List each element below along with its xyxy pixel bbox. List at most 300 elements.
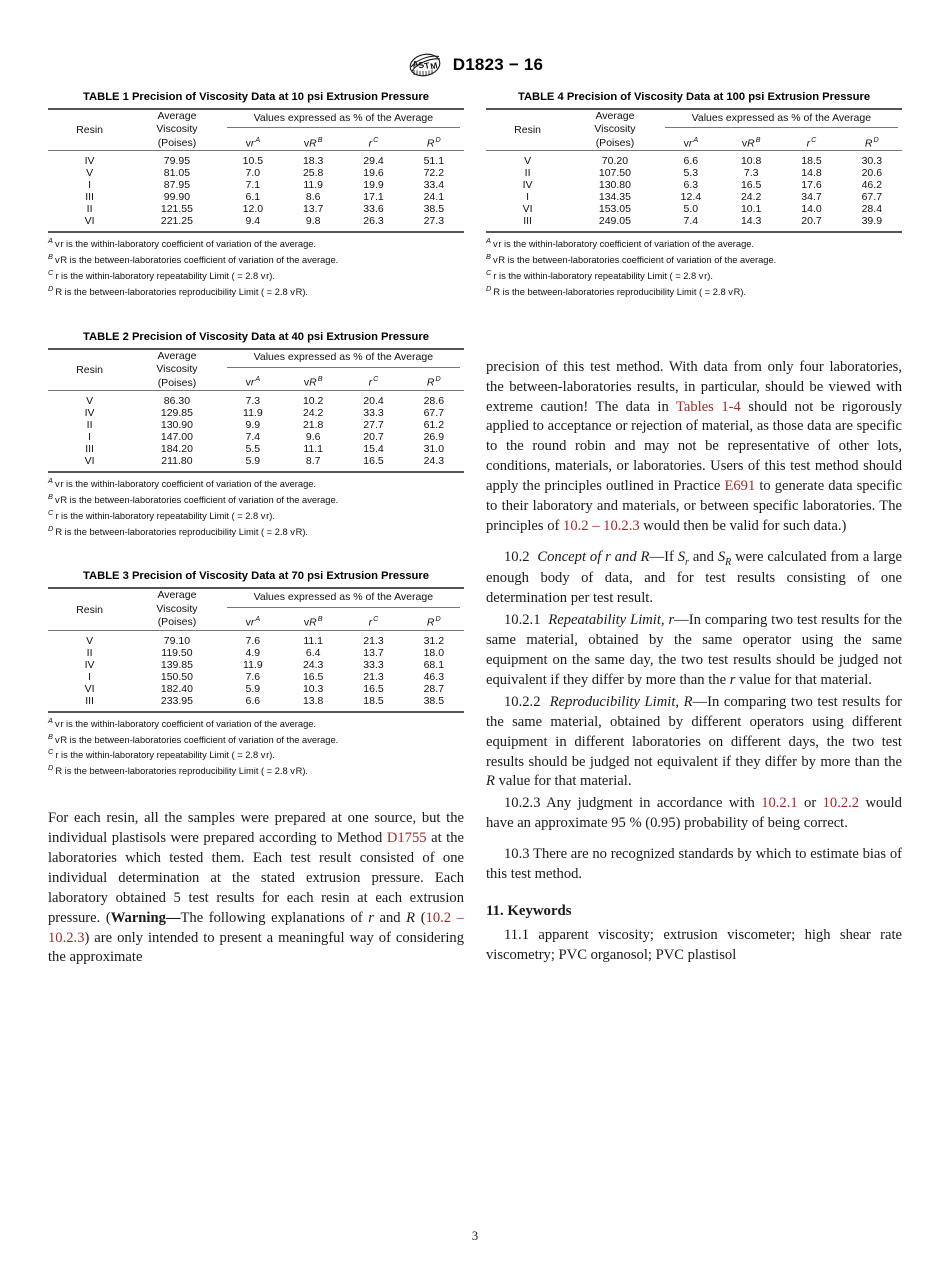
th-vR: $vR^B$ [303,613,323,629]
cell-r: 14.8 [801,167,822,180]
table-4 [486,108,902,233]
footnote-text: v r is the within-laboratory coefficient of variation of the average. [54,718,316,729]
cell-R: 33.4 [423,179,445,192]
table-row [48,431,464,443]
cell-vR: 11.1 [303,443,323,455]
cell-vR: 10.8 [740,155,762,168]
th-vr: $vr^A$ [245,134,261,149]
cell-vR: 21.8 [302,419,324,431]
cell-vR: 13.7 [302,203,324,216]
th-vR: $vR^B$ [741,134,761,149]
th-vR: $vR^B$ [303,374,323,389]
cell-viscosity: 130.90 [160,419,193,431]
table-row [48,151,464,168]
cell-viscosity: 99.90 [163,191,191,204]
cell-R: 20.6 [861,167,883,180]
cell-vR: 11.9 [303,179,323,192]
table-4-block [486,90,902,300]
footnote-text: r is the within-laboratory repeatability Limit ( = 2.8 v r). [55,750,275,761]
cell-r: 20.4 [363,395,384,407]
table-row [48,695,464,712]
footnote-text: v R is the between-laboratories coefficient of variation of the average. [54,734,339,745]
cell-viscosity: 70.20 [601,155,629,168]
keywords-heading: 11. Keywords [486,902,572,919]
cell-vr: 12.4 [680,191,702,204]
table-row [486,215,902,232]
cell-r: 21.3 [363,634,384,647]
cell-resin: IV [84,155,95,168]
cell-resin: I [88,670,92,683]
cell-resin: III [523,215,532,228]
cell-vR: 8.7 [305,455,321,467]
cell-vr: 5.9 [245,682,261,695]
svg-text:M: M [429,60,439,72]
th-vr: $vr^A$ [245,613,261,629]
th-resin: Resin [76,363,104,376]
footnote-marker: B [486,252,491,262]
cell-resin: I [88,179,92,192]
cell-viscosity: 119.50 [161,646,193,659]
cell-R: 46.3 [423,670,445,683]
th-values-span-label: Values expressed as % of the Average [227,112,460,129]
footnote-b [486,252,902,268]
footnote-marker: A [48,236,53,246]
cell-r: 20.7 [801,215,822,228]
cell-r: 33.3 [363,658,384,671]
table-row [48,659,464,671]
cell-vR: 10.2 [302,395,324,407]
table-1-caption: TABLE 1 Precision of Viscosity Data at 10 psi Extrusion Pressure [83,91,429,103]
table-4-footnotes [486,236,902,299]
cell-vR: 13.8 [302,694,324,707]
cell-R: 51.1 [423,155,445,168]
th-values-span [223,109,464,133]
cell-resin: III [85,694,94,707]
cell-resin: VI [522,203,533,216]
cell-vR: 24.2 [302,407,324,419]
cell-vR: 9.6 [305,431,321,443]
table-3-body [48,630,464,712]
table-row [48,630,464,647]
footnote-marker: C [48,507,54,517]
cell-R: 61.2 [423,419,445,431]
cell-viscosity: 86.30 [163,395,191,407]
cell-R: 18.0 [423,646,445,659]
footnote-text: R is the between-laboratories reproducibility Limit ( = 2.8 v R). [55,286,309,297]
cell-vr: 5.3 [683,167,699,180]
cell-viscosity: 147.00 [160,431,193,443]
cell-r: 17.1 [363,191,384,204]
cell-vr: 5.5 [245,443,261,455]
cell-vR: 6.4 [305,646,321,659]
table-row [48,191,464,203]
section-number-10-2: 10.2 [504,548,530,565]
cell-vR: 14.3 [740,215,762,228]
cell-resin: I [88,431,92,443]
section-number-10-3: 10.3 [504,846,530,863]
footnote-a [48,236,464,252]
cell-viscosity: 130.80 [598,179,631,192]
cell-vr: 10.5 [242,155,264,168]
th-vr: $vr^A$ [683,134,699,149]
cell-viscosity: 81.05 [163,167,191,180]
th-average-viscosity: Average Viscosity (Poises) [156,349,198,389]
table-2-footnotes [48,476,464,539]
cell-vR: 8.6 [305,191,321,204]
cell-vr: 11.9 [243,658,263,671]
cell-viscosity: 129.85 [160,407,193,419]
cell-vr: 5.9 [245,455,261,467]
footnote-text: v R is the between-laboratories coefficient of variation of the average. [492,255,777,266]
footnote-marker: A [486,236,491,246]
cell-resin: VI [84,682,95,695]
cell-r: 18.5 [801,155,822,168]
cell-resin: III [85,443,94,455]
footnote-marker: D [48,283,54,293]
footnote-c [48,268,464,284]
footnote-d [48,763,464,779]
cell-resin: IV [84,407,95,419]
th-r: $r^C$ [368,613,379,629]
cell-vr: 7.3 [245,395,261,407]
cell-R: 39.9 [861,215,883,228]
th-resin: Resin [76,124,104,137]
footnote-text: R is the between-laboratories reproducibility Limit ( = 2.8 v R). [493,286,747,297]
footnote-text: v r is the within-laboratory coefficient of variation of the average. [54,479,316,490]
table-2 [48,348,464,473]
table-row [48,391,464,408]
page-number: 3 [471,1229,479,1243]
cell-vr: 6.6 [683,155,699,168]
cell-r: 14.0 [801,203,822,216]
th-values-span: Values expressed as % of the Average [661,109,902,133]
cell-resin: IV [522,179,533,192]
table-1-footnotes [48,236,464,299]
cell-r: 26.3 [363,215,384,228]
cell-R: 38.5 [423,203,445,216]
footnote-text: r is the within-laboratory repeatability Limit ( = 2.8 v r). [55,271,275,282]
table-row [486,203,902,215]
document-designation: D1823 − 16 [452,55,544,74]
cell-vR: 10.3 [302,682,324,695]
cell-R: 30.3 [861,155,883,168]
cell-vR: 11.1 [303,634,323,647]
cell-vR: 7.3 [743,167,759,180]
cell-viscosity: 134.35 [598,191,631,204]
cell-R: 24.1 [423,191,445,204]
cell-resin: V [86,634,94,647]
footnote-d [48,284,464,300]
cell-vr: 9.4 [245,215,261,228]
cell-resin: II [86,646,93,659]
cell-vR: 24.2 [740,191,762,204]
cell-R: 38.5 [423,694,445,707]
cell-r: 16.5 [363,455,384,467]
cell-vr: 11.9 [243,407,263,419]
cell-R: 68.1 [423,658,445,671]
cell-resin: III [85,191,94,204]
cell-resin: VI [84,215,95,228]
cell-viscosity: 139.85 [160,658,193,671]
cell-r: 27.7 [363,419,384,431]
cell-viscosity: 87.95 [163,179,191,192]
section-number-10-2-3: 10.2.3 [504,795,541,812]
cell-viscosity: 121.55 [160,203,193,216]
th-avg-line3: (Poises) [157,136,197,149]
cell-resin: I [526,191,530,204]
right-column [486,90,902,968]
cell-viscosity: 79.95 [163,155,191,168]
th-values-span: Values expressed as % of the Average [223,349,464,373]
cell-R: 31.0 [423,443,445,455]
table-row [486,167,902,179]
th-resin: Resin [76,603,104,616]
cell-R: 28.7 [423,682,445,695]
cell-resin: II [86,419,93,431]
cell-vr: 7.6 [245,634,261,647]
footnote-marker: C [48,747,54,757]
th-average-viscosity: Average Viscosity (Poises) [156,589,198,629]
cell-vr: 7.0 [245,167,261,180]
cell-R: 28.4 [861,203,883,216]
cell-r: 33.3 [363,407,384,419]
cell-vR: 16.5 [740,179,762,192]
para-11-1: 11.1 apparent viscosity; extrusion viscometer; high shear rate viscometry; PVC organosol; PVC plastisol [486,926,902,963]
table-3 [48,587,464,712]
cell-r: 15.4 [363,443,384,455]
footnote-marker: D [486,283,492,293]
link-d1755[interactable]: D1755 [386,829,427,846]
table-1 [48,108,464,233]
footnote-marker: B [48,491,53,501]
cell-vR: 10.1 [740,203,762,216]
table-1-body [48,151,464,233]
footnote-marker: C [48,268,54,277]
cell-vr: 7.6 [245,670,261,683]
th-vR: $vR^B$ [303,134,323,149]
table-row [48,443,464,455]
cell-vR: 24.3 [302,658,324,671]
footnote-a [48,476,464,492]
footnote-marker: D [48,523,54,533]
cell-viscosity: 211.80 [161,455,193,467]
table-2-block [48,330,464,540]
footnote-marker: B [48,252,53,262]
para-10-3: 10.3 There are no recognized standards by which to estimate bias of this test method. [486,846,902,883]
footnote-text: v r is the within-laboratory coefficient of variation of the average. [54,239,316,250]
footnote-c [48,508,464,524]
th-r: $r^C$ [368,374,379,389]
cell-resin: II [524,167,531,180]
table-row [48,671,464,683]
footnote-text: R is the between-laboratories reproducibility Limit ( = 2.8 v R). [55,526,309,537]
table-row [48,647,464,659]
cell-r: 29.4 [363,155,384,168]
para-10-2-2: 10.2.2 Reproducibility Limit, R—In comparing two test results for the same material, obtained by different operators using different equipment in different laboratories on different days, the two test results should be judged not equivalent if they differ by more than the R value for that material. [486,693,903,790]
link-e691[interactable]: E691 [724,478,756,495]
cell-viscosity: 249.05 [598,215,631,228]
cell-vr: 6.1 [245,191,261,204]
footnote-b [48,492,464,508]
footnote-text: r is the within-laboratory repeatability Limit ( = 2.8 v r). [493,271,713,282]
link-tables-1-4[interactable]: Tables 1-4 [675,398,741,415]
cell-R: 24.3 [423,455,445,467]
th-vr: $vr^A$ [245,374,261,389]
cell-r: 20.7 [363,431,384,443]
table-4-body [486,151,902,233]
cell-R: 27.3 [423,215,445,228]
page-header [0,52,950,78]
cell-vr: 5.0 [683,203,699,216]
cell-r: 18.5 [363,694,384,707]
svg-text:A: A [411,58,420,70]
table-3-footnotes [48,716,464,779]
footnote-marker: A [48,715,53,725]
svg-text:T: T [423,60,431,71]
cell-vR: 9.8 [305,215,321,228]
footnote-text: v R is the between-laboratories coefficient of variation of the average. [54,255,339,266]
th-average-viscosity: Average Viscosity (Poises) [594,110,636,149]
cell-viscosity: 184.20 [160,443,193,455]
footnote-a [486,236,902,252]
th-values-span: Values expressed as % of the Average [223,588,464,612]
th-R: $R^D$ [426,613,441,629]
th-r: $r^C$ [368,134,379,149]
footnote-b [48,252,464,268]
cell-r: 34.7 [801,191,822,204]
footnote-text: v r is the within-laboratory coefficient of variation of the average. [492,239,754,250]
link-10-2-range-right[interactable]: 10.2 – 10.2.3 [563,517,640,534]
cell-viscosity: 79.10 [163,634,191,647]
table-row [48,203,464,215]
cell-r: 19.9 [363,179,384,192]
table-row [48,419,464,431]
footnote-d [48,524,464,540]
th-R: $R^D$ [864,134,879,149]
cell-viscosity: 221.25 [160,215,193,228]
para-precision-continued: precision of this test method. With data from only four laboratories, the between-laboratories results, in particular, should be viewed with extreme caution! The data in Tables 1-4 should not be rigorously applied to acceptance or rejection of material, as those data are specific to the round robin and may not be representative of other lots, conditions, materials, or laboratories. Users of this test method should apply the principles outlined in Practice E691 to generate data specific to their laboratory and materials, or between specific laboratories. The principles of 10.2 – 10.2.3 would then be valid for such data.) [486,358,903,534]
footnote-a [48,716,464,732]
table-row [48,455,464,472]
para-10-2-3: 10.2.3 Any judgment in accordance with 10.2.1 or 10.2.2 would have an approximate 95 % (0.95) probability of being correct. [486,795,902,832]
table-row [48,407,464,419]
cell-vr: 12.0 [242,203,264,216]
cell-viscosity: 150.50 [160,670,193,683]
footnote-marker: C [486,268,492,277]
table-3-block [48,569,464,779]
para-10-2-1: 10.2.1 Repeatability Limit, r—In comparing two test results for the same material, obtained by the same operator using the same equipment on the same day, the two test results should be judged not equivalent if they differ by more than the r value for that material. [486,612,902,688]
cell-R: 31.2 [423,634,445,647]
th-resin: Resin [514,124,542,137]
cell-viscosity: 233.95 [160,694,193,707]
cell-vr: 4.9 [245,646,261,659]
left-column [48,90,464,970]
cell-r: 21.3 [363,670,384,683]
cell-R: 28.6 [423,395,445,407]
cell-viscosity: 182.40 [160,682,193,695]
cell-resin: V [86,395,94,407]
cell-vr: 6.3 [683,179,699,192]
cell-resin: VI [84,455,95,467]
section-number-11-1: 11.1 [504,926,529,943]
cell-vr: 9.9 [245,419,261,431]
th-avg-line1: Average [157,110,197,122]
cell-R: 26.9 [423,431,445,443]
footnote-marker: B [48,731,53,741]
table-row [48,179,464,191]
para-resin-preparation: For each resin, all the samples were prepared at one source, but the individual plastisols were prepared according to Method D1755 at the laboratories which tested them. Each test result consisted of one individual determination at the stated extrusion pressure. Each laboratory obtained 5 test results for each resin at each extrusion pressure. (Warning—The following explanations of r and R (10.2 – 10.2.3) are only intended to present a meaningful way of considering the approximate [48,810,464,966]
cell-vR: 18.3 [302,155,324,168]
th-average-viscosity [131,109,223,151]
svg-text:S: S [417,59,425,71]
footnote-marker: A [48,476,53,485]
cell-vR: 25.8 [302,167,324,180]
cell-R: 67.7 [861,191,883,204]
cell-r: 16.5 [363,682,384,695]
cell-resin: IV [84,658,95,671]
table-2-body [48,391,464,473]
table-row [486,151,902,168]
link-10-2-1[interactable]: 10.2.1 [761,795,798,812]
cell-vr: 7.1 [245,179,261,192]
th-R: $R^D$ [426,374,441,389]
footnote-text: R is the between-laboratories reproducibility Limit ( = 2.8 v R). [55,766,309,777]
cell-resin: V [524,155,532,168]
footnote-b [48,732,464,748]
cell-r: 17.6 [801,179,822,192]
cell-resin: II [86,203,93,216]
table-row [48,683,464,695]
th-avg-line2: Viscosity [156,123,198,136]
link-10-2-2[interactable]: 10.2.2 [822,795,860,812]
cell-vr: 6.6 [245,694,261,707]
cell-r: 13.7 [363,646,384,659]
table-4-caption: TABLE 4 Precision of Viscosity Data at 100 psi Extrusion Pressure [517,91,871,103]
footnote-marker: D [48,763,54,773]
table-row [486,191,902,203]
th-R: $R^D$ [426,134,441,149]
section-number-10-2-2: 10.2.2 [504,693,541,710]
section-number-10-2-1: 10.2.1 [504,612,541,629]
footnote-text: v R is the between-laboratories coefficient of variation of the average. [54,494,339,505]
table-row [486,179,902,191]
cell-viscosity: 153.05 [598,203,631,216]
footnote-d [486,284,902,300]
astm-logo-icon [407,52,443,78]
para-10-2: 10.2 Concept of r and R—If $S_r$ and $S_R$ were calculated from a large enough body of data, and for test results consisting of one determination per test result. [486,548,903,607]
table-row [48,215,464,232]
cell-r: 33.6 [363,203,384,216]
th-r: $r^C$ [806,134,817,149]
table-1-block [48,90,464,300]
cell-r: 19.6 [363,167,384,180]
table-row [48,167,464,179]
cell-vR: 16.5 [302,670,324,683]
cell-resin: V [86,167,94,180]
cell-R: 67.7 [423,407,445,419]
cell-R: 72.2 [423,167,445,180]
cell-vr: 7.4 [245,431,261,443]
footnote-text: r is the within-laboratory repeatability Limit ( = 2.8 v r). [55,510,275,521]
link-10-2-range-left[interactable]: 10.2 – 10.2.3 [48,909,464,946]
table-3-caption: TABLE 3 Precision of Viscosity Data at 70 psi Extrusion Pressure [83,570,429,583]
cell-R: 46.2 [861,179,883,192]
footnote-c [48,747,464,763]
cell-vr: 7.4 [683,215,699,228]
cell-viscosity: 107.50 [598,167,631,180]
footnote-c [486,268,902,284]
table-2-caption: TABLE 2 Precision of Viscosity Data at 40 psi Extrusion Pressure [83,330,429,343]
